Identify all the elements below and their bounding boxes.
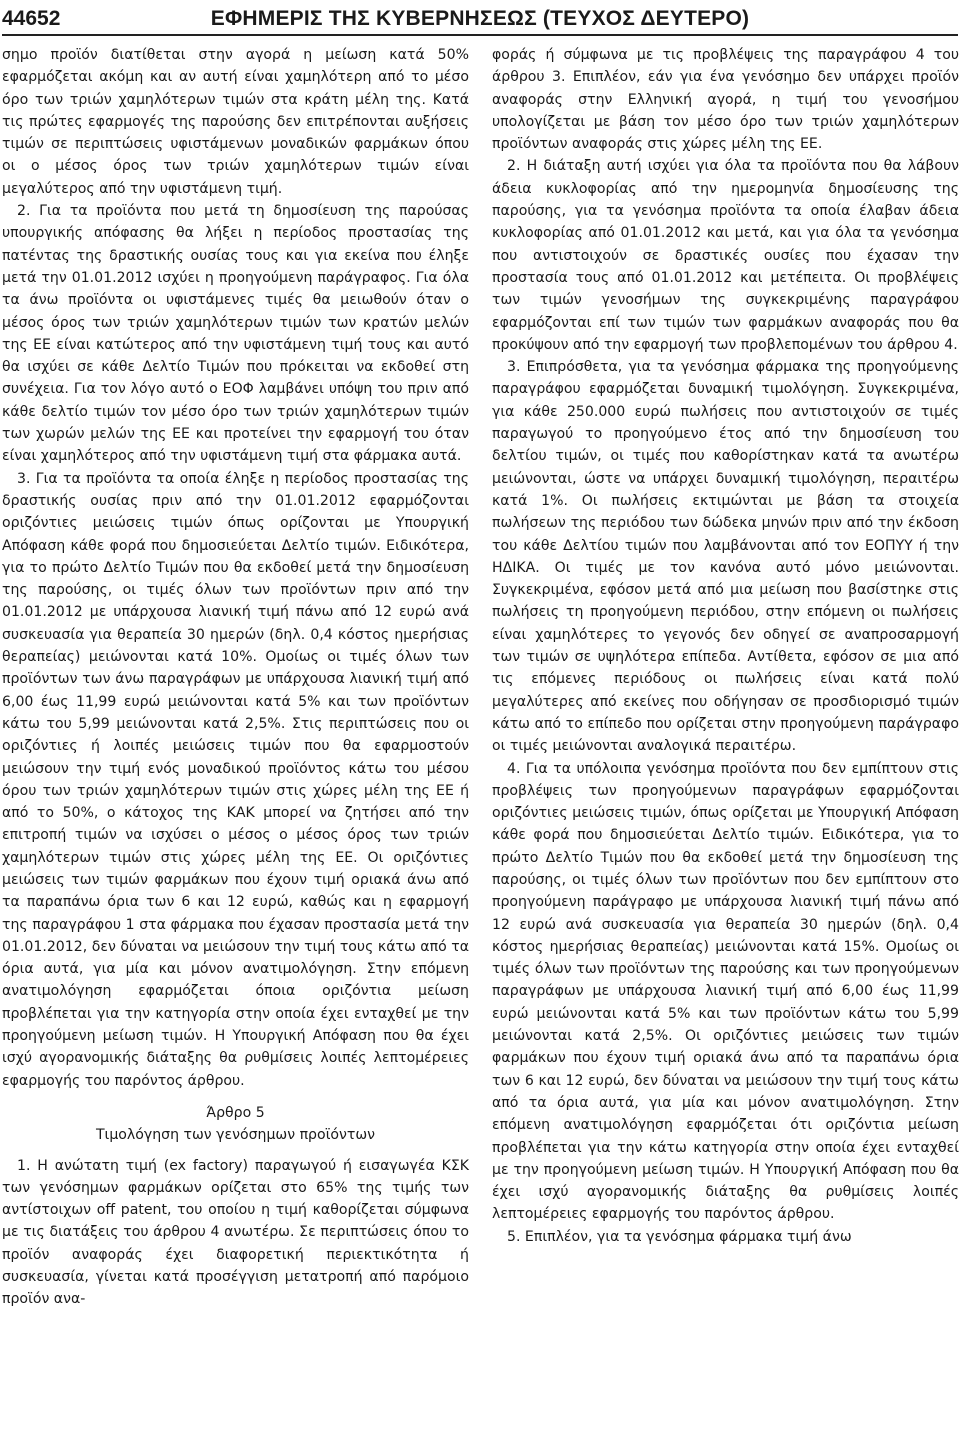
gazette-title: ΕΦΗΜΕΡΙΣ ΤΗΣ ΚΥΒΕΡΝΗΣΕΩΣ (ΤΕΥΧΟΣ ΔΕΥΤΕΡΟ) <box>210 7 750 30</box>
article-heading: Άρθρο 5 <box>206 1104 265 1121</box>
left-column <box>2 44 469 1311</box>
paragraph: φοράς ή σύμφωνα με τις προβλέψεις της παραγράφου 4 του άρθρου 3. Επιπλέον, εάν για ένα γενόσημο δεν υπάρχει προϊόν αναφοράς στην Ελληνική αγορά, η τιμή του γενοσήμου υπολογίζεται με βάση τον μέσο όρο των τριών χαμηλότερων προϊόντων αναφοράς στις χώρες μέλη της ΕΕ. <box>492 47 959 153</box>
paragraph: 1. Η ανώτατη τιμή (ex factory) παραγωγού ή εισαγωγέα ΚΣΚ των γενόσημων φαρμάκων ορίζεται στο 65% της τιμής των αντίστοιχων off patent, του οποίου η τιμή καθορίζεται σύμφωνα με τις διατάξεις του άρθρου 4 ανωτέρω. Σε περιπτώσεις όπου το προϊόν αναφοράς έχει διαφορετική περιεκτικότητα ή συσκευασία, γίνεται κατά προσέγγιση μετατροπή από παρόμοιο προϊόν ανα- <box>2 1157 469 1308</box>
paragraph: 2. Για τα προϊόντα που μετά τη δημοσίευση της παρούσας υπουργικής απόφασης θα λήξει η περίοδος προστασίας της πατέντας της δραστικής ουσίας τους και για εκείνα που έληξε μετά την 01.01.2012 ισχύει η προηγούμενη παράγραφος. Για όλα τα άνω προϊόντα οι υφιστάμενες τιμές θα μειωθούν όταν ο μέσος όρος των τριών χαμηλότερων τιμών των κρατών μελών της ΕΕ είναι κατώτερος από την υφιστάμενη τιμή τους και αυτό θα ισχύει σε κάθε Δελτίο Τιμών που πρόκειται να εκδοθεί στη συνέχεια. Για τον λόγο αυτό ο ΕΟΦ λαμβάνει υπόψη του πριν από κάθε δελτίο τιμών τον μέσο όρο των τριών χαμηλότερων τιμών των χωρών μελών της ΕΕ και προτείνει την εφαρμογή του όταν είναι χαμηλότερος από την υφιστάμενη τιμή στα φάρμακα αυτά. <box>2 203 469 465</box>
right-column <box>492 44 959 1248</box>
page-number: 44652 <box>2 7 61 30</box>
page-header <box>2 4 958 36</box>
paragraph: 3. Για τα προϊόντα τα οποία έληξε η περίοδος προστασίας της δραστικής ουσίας πριν από την 01.01.2012 εφαρμόζονται οριζόντιες μειώσεις τιμών όπως ορίζονται με Υπουργική Απόφαση κάθε φορά που δημοσιεύεται Δελτίο τιμών. Ειδικότερα, για το πρώτο Δελτίο Τιμών που θα εκδοθεί μετά την δημοσίευση της παρούσης, οι τιμές όλων των προϊόντων πριν από την 01.01.2012 με υπάρχουσα λιανική τιμή πάνω από 12 ευρώ ανά συσκευασία για θεραπεία 30 ημερών (δηλ. 0,4 κόστος ημερήσιας θεραπείας) μειώνονται κατά 10%. Ομοίως οι τιμές όλων των προϊόντων των άνω παραγράφων με υπάρχουσα λιανική τιμή από 6,00 έως 11,99 ευρώ μειώνονται κατά 5% και των προϊόντων κάτω του 5,99 μειώνονται κατά 2,5%. Στις περιπτώσεις που οι οριζόντιες ή λοιπές μειώσεις τιμών που θα εφαρμοστούν μειώσουν την τιμή ενός μοναδικού προϊόντος κάτω του μέσου όρου των τριών χαμηλότερων τιμών στις χώρες μέλη της ΕΕ ή από το 50%, ο κάτοχος της ΚΑΚ μπορεί να ζητήσει από την επιτροπή τιμών να ισχύσει ο μέσος ο μέσος όρος των τριών χαμηλότερων τιμών στις χώρες μέλη της ΕΕ. Οι οριζόντιες μειώσεις των τιμών φαρμάκων που έχουν τιμή οριακά άνω από τα παραπάνω όρια των 6 και 12 ευρώ, καθώς και η εφαρμογή της παραγράφου 1 στα φάρμακα που έχασαν προστασία μετά την 01.01.2012, δεν δύναται να μειώσουν την τιμή τους κάτω από τα όρια αυτά, για μία και μόνον ανατιμολόγηση. Στην επόμενη ανατιμολόγηση εφαρμόζεται όποια οριζόντια μείωση προβλέπεται για την κατηγορία στην οποία έχει ενταχθεί με την προηγούμενη μείωση τιμών. Η Υπουργική Απόφαση που θα έχει ισχύ αγορανομικής διάταξης θα ρυθμίσεις λοιπές λεπτομέρειες εφαρμογής του παρόντος άρθρου. <box>2 470 469 1089</box>
paragraph: 2. Η διάταξη αυτή ισχύει για όλα τα προϊόντα που θα λάβουν άδεια κυκλοφορίας από την ημερομηνία δημοσίευσης της παρούσης, για τα γενόσημα προϊόντα τα οποία έλαβαν άδεια κυκλοφορίας από 01.01.2012 και μετά, και για όλα τα γενόσημα που αντιστοιχούν σε δραστικές ουσίες που έχασαν την προστασία τους από 01.01.2012 και μετέπειτα. Οι προβλέψεις των τιμών γενοσήμων της συγκεκριμένης παραγράφου εφαρμόζονται επί των τιμών των φαρμάκων αναφοράς που θα προκύψουν από την εφαρμογή των προβλεπομένων του άρθρου 4. <box>492 158 959 353</box>
paragraph: 5. Επιπλέον, για τα γενόσημα φάρμακα τιμή άνω <box>507 1228 852 1245</box>
article-subtitle: Τιμολόγηση των γενόσημων προϊόντων <box>95 1127 376 1144</box>
paragraph: 3. Επιπρόσθετα, για τα γενόσημα φάρμακα της προηγούμενης παραγράφου εφαρμόζεται δυναμική τιμολόγηση. Συγκεκριμένα, για κάθε 250.000 ευρώ πωλήσεις που αντιστοιχούν σε τιμές παραγωγού το προηγούμενο έτος από την δημοσίευση του δελτίου τιμών, οι τιμές που καθορίστηκαν κατά τα ανωτέρω μειώνονται, ώστε να υπάρχει δυναμική τιμολόγηση, περαιτέρω κατά 1%. Οι πωλήσεις εκτιμώνται με βάση τα στοιχεία πωλήσεων της περιόδου των δώδεκα μηνών πριν από την έκδοση του κάθε Δελτίου τιμών που λαμβάνονται από τον ΕΟΠΥΥ ή την ΗΔΙΚΑ. Οι τιμές με τον κανόνα αυτό μόνο μειώνονται. Συγκεκριμένα, εφόσον μετά από μια μείωση που βασίστηκε στις πωλήσεις τη προηγούμενη περιόδου, στην επόμενη οι πωλήσεις είναι χαμηλότερες το γεγονός δεν οδηγεί σε αναπροσαρμογή των τιμών σε υψηλότερα επίπεδα. Αντίθετα, εφόσον σε μια από τις επόμενες περιόδους οι πωλήσεις είναι κατά πολύ μεγαλύτερες από εκείνες που οδήγησαν σε προσδιορισμό τιμών κάτω από το επίπεδο που ορίζεται στην προηγούμενη παράγραφο οι τιμές μειώνονται αναλογικά περαιτέρω. <box>492 359 959 755</box>
paragraph: 4. Για τα υπόλοιπα γενόσημα προϊόντα που δεν εμπίπτουν στις προβλέψεις των προηγούμενων παραγράφων εφαρμόζονται οριζόντιες μειώσεις τιμών, όπως ορίζεται με Υπουργική Απόφαση κάθε φορά που δημοσιεύεται Δελτίο τιμών. Ειδικότερα, για το πρώτο Δελτίο Τιμών που θα εκδοθεί μετά την δημοσίευση της παρούσης, οι τιμές όλων των προϊόντων που δεν εμπίπτουν στο προηγούμενη παράγραφο με υπάρχουσα λιανική τιμή πάνω από 12 ευρώ ανά συσκευασία για θεραπεία 30 ημερών (δηλ. 0,4 κόστος ημερήσιας θεραπείας) μειώνονται κατά 15%. Ομοίως οι τιμές όλων των προϊόντων της παρούσης και των προηγούμενων παραγράφων με υπάρχουσα λιανική τιμή από 6,00 έως 11,99 ευρώ μειώνονται κατά 5% και των προϊόντων κάτω του 5,99 μειώνονται κατά 2,5%. Οι οριζόντιες μειώσεις των τιμών φαρμάκων που έχουν τιμή οριακά άνω από τα παραπάνω όρια των 6 και 12 ευρώ, δεν δύναται να μειώσουν την τιμή τους κάτω από τα όρια αυτά, για μία και μόνον ανατιμολόγηση. Στην επόμενη ανατιμολόγηση εφαρμόζεται ότι οριζόντια μείωση προβλέπεται για την κάτω κατηγορία στην οποία έχει ενταχθεί με την προηγούμενη μείωση τιμών. Η Υπουργική Απόφαση που θα έχει ισχύ αγορανομικής διάταξης θα ρυθμίσεις λοιπές λεπτομέρειες εφαρμογής του παρόντος άρθρου. <box>492 760 959 1223</box>
paragraph: σημο προϊόν διατίθεται στην αγορά η μείωση κατά 50% εφαρμόζεται ακόμη και αν αυτή είναι χαμηλότερη από το μέσο όρο των τριών χαμηλότερων τιμών στα κράτη μέλη της. Κατά τις πρώτες εφαρμογές της παρούσης δεν επιτρέπονται αυξήσεις τιμών σε περιπτώσεις υφιστάμενων μοναδικών φαρμάκων όπου οι ο μέσος όρος των τριών χαμηλότερων τιμών είναι μεγαλύτερος από την υφιστάμενη τιμή. <box>2 47 469 197</box>
